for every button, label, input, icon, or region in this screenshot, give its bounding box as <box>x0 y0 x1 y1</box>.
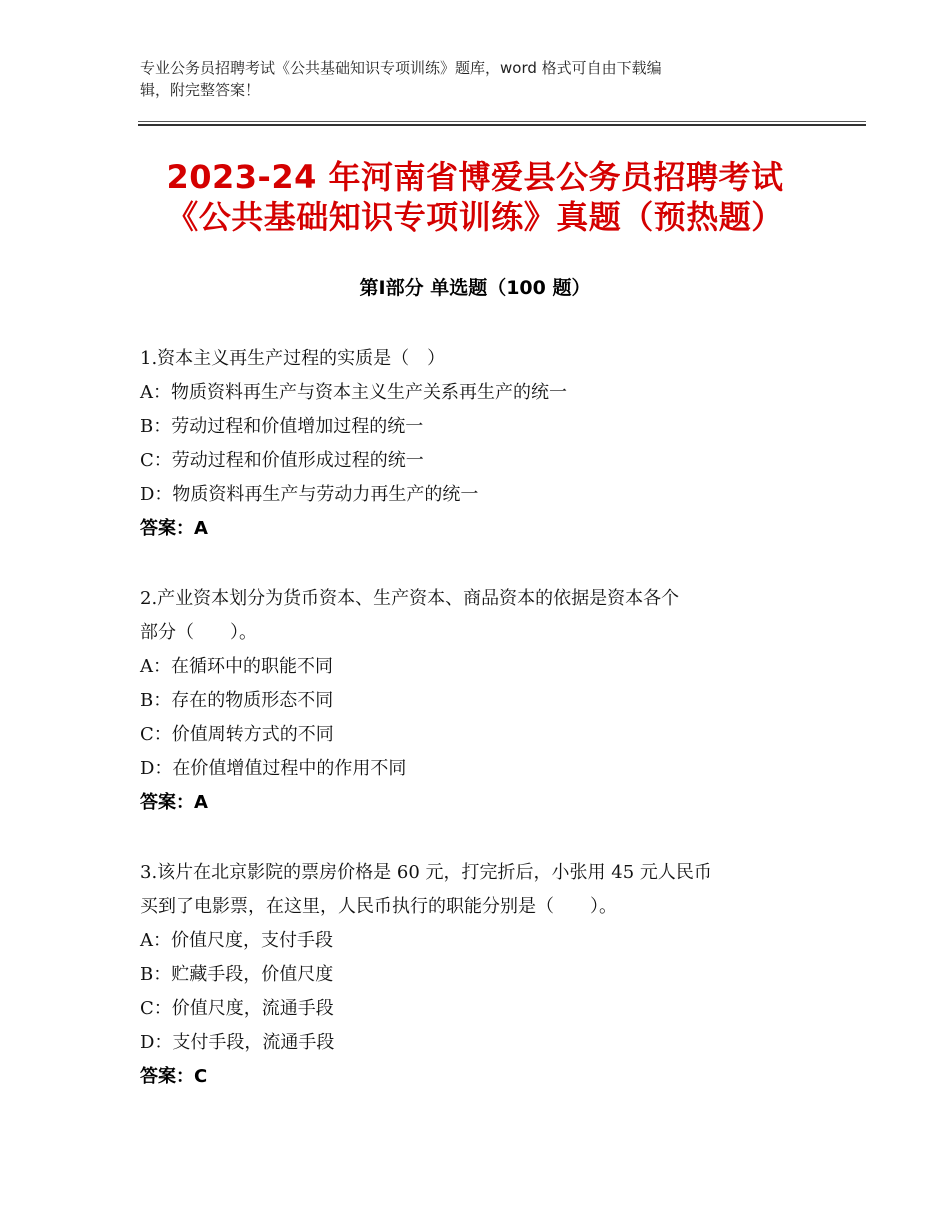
option-c: C：价值周转方式的不同 <box>140 724 334 745</box>
option-a: A：物质资料再生产与资本主义生产关系再生产的统一 <box>140 382 567 403</box>
question-stem: 2.产业资本划分为货币资本、生产资本、商品资本的依据是资本各个 <box>140 588 680 609</box>
option-b: B：存在的物质形态不同 <box>140 690 334 711</box>
header-divider-thick <box>138 124 866 126</box>
page-header <box>140 57 800 101</box>
option-b: B：贮藏手段，价值尺度 <box>140 964 334 985</box>
document-title <box>100 157 850 237</box>
answer-label: 答案：A <box>140 792 208 813</box>
question-stem-continued: 买到了电影票，在这里，人民币执行的职能分别是（ ）。 <box>140 896 617 917</box>
option-a: A：价值尺度，支付手段 <box>140 930 333 951</box>
answer-label: 答案：C <box>140 1066 208 1087</box>
title-line-1: 2023-24 年河南省博爱县公务员招聘考试 <box>166 158 784 196</box>
header-line-1: 专业公务员招聘考试《公共基础知识专项训练》题库，word 格式可自由下载编 <box>140 59 662 77</box>
question-3 <box>140 856 820 1094</box>
question-list <box>140 342 820 1130</box>
section-title: 第Ⅰ部分 单选题（100 题） <box>359 277 591 299</box>
option-b: B：劳动过程和价值增加过程的统一 <box>140 416 424 437</box>
header-divider-thin <box>138 121 866 122</box>
option-d: D：物质资料再生产与劳动力再生产的统一 <box>140 484 479 505</box>
option-c: C：价值尺度，流通手段 <box>140 998 334 1019</box>
question-stem: 3.该片在北京影院的票房价格是 60 元，打完折后，小张用 45 元人民币 <box>140 862 712 883</box>
option-d: D：支付手段，流通手段 <box>140 1032 335 1053</box>
option-c: C：劳动过程和价值形成过程的统一 <box>140 450 424 471</box>
option-d: D：在价值增值过程中的作用不同 <box>140 758 407 779</box>
question-stem: 1.资本主义再生产过程的实质是（ ） <box>140 348 446 369</box>
answer-label: 答案：A <box>140 518 208 539</box>
header-line-2: 辑，附完整答案！ <box>140 81 261 99</box>
question-2 <box>140 582 820 820</box>
question-1 <box>140 342 820 546</box>
option-a: A：在循环中的职能不同 <box>140 656 333 677</box>
question-stem-continued: 部分（ ）。 <box>140 622 257 643</box>
title-line-2: 《公共基础知识专项训练》真题（预热题） <box>166 198 784 236</box>
